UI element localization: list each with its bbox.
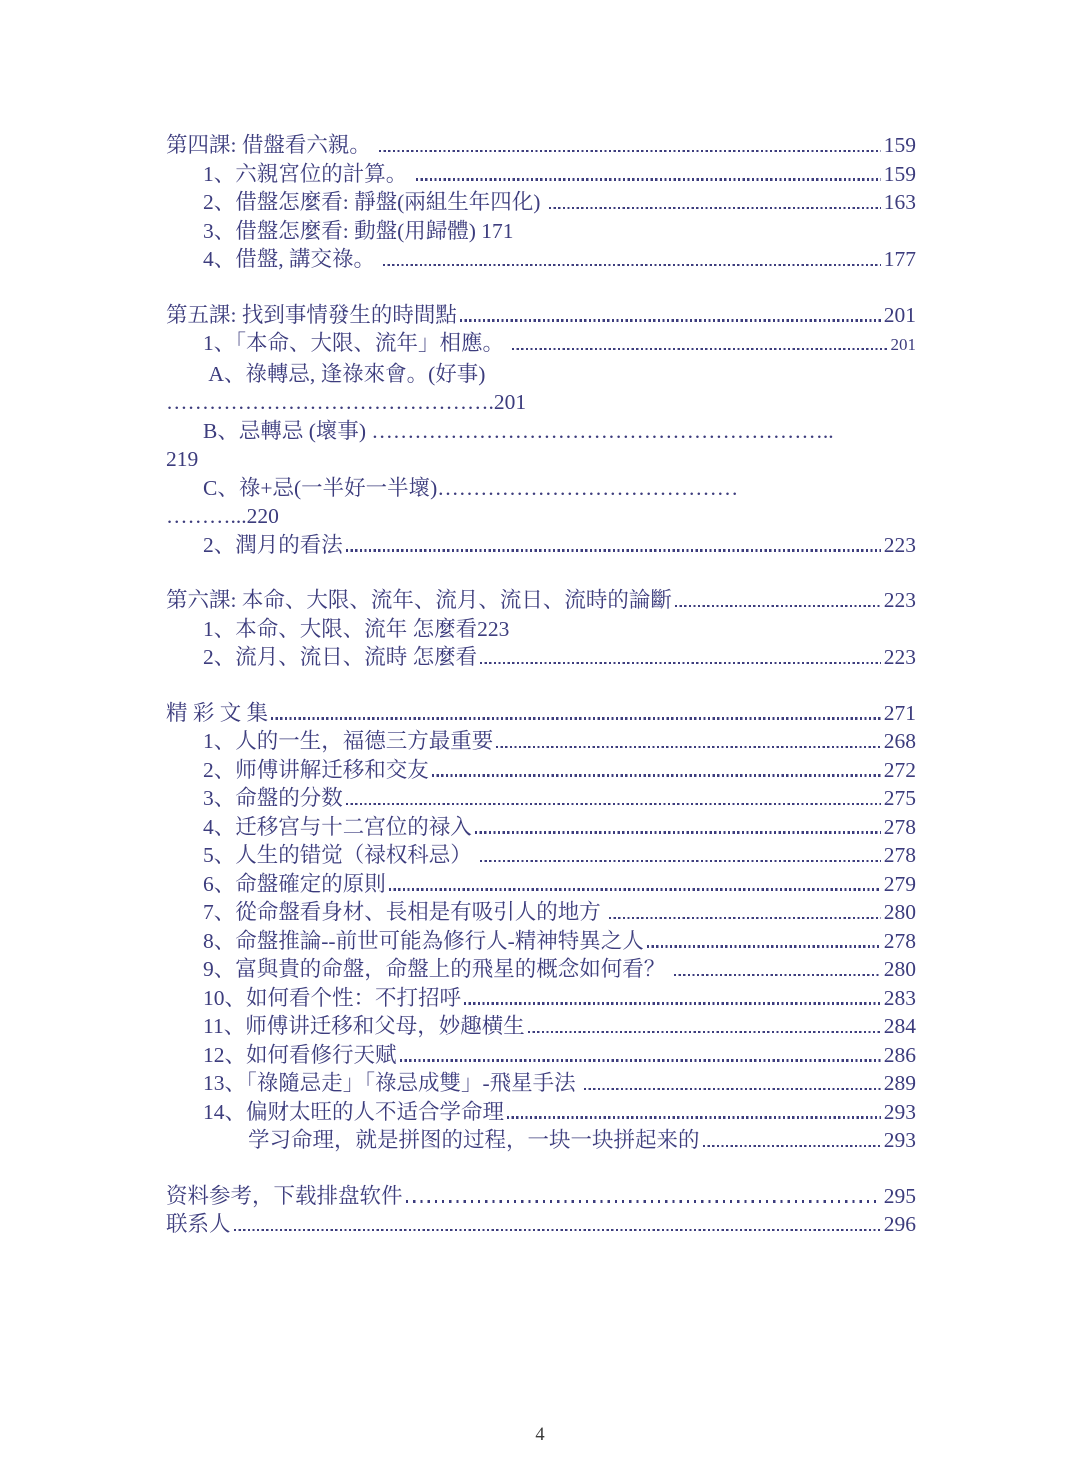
toc-page-number: 223 [883,588,916,612]
toc-entry [166,586,916,615]
toc-dot-leader [512,348,887,350]
toc-page-number: 159 [883,161,916,186]
toc-entry-text: 精 彩 文 集 [166,700,269,725]
toc-entry-text: 4、借盤, 講交祿。 [203,247,381,271]
toc-page-number: 293 [883,1128,916,1152]
toc-dot-leader [480,662,881,664]
toc-dot-leader [383,264,880,266]
toc-entry [166,245,916,274]
toc-entry-text: 4、迁移宫与十二宫位的禄入 [203,814,472,839]
toc-entry-text: 第六課: 本命、大限、流年、流月、流日、流時的論斷 [166,588,672,612]
toc-dot-leader [528,1031,881,1033]
toc-page-number: 159 [883,133,916,157]
toc-entry [166,131,916,160]
toc-entry [166,531,916,560]
toc-entry-text: 第四課: 借盤看六親。 [166,133,377,157]
toc-entry [166,217,916,246]
toc-page-number: 286 [883,1042,916,1067]
toc-page-number: 223 [883,532,916,557]
toc-entry [166,615,916,644]
toc-page-number: 201 [883,302,916,327]
toc-dot-leader [475,831,881,833]
toc-entry [166,1098,916,1127]
toc-dot-leader [496,746,880,748]
toc-page-number: 177 [883,247,916,271]
toc-entry-text: 2、潤月的看法 [203,532,343,557]
toc-entry [166,388,916,417]
toc-page-number: 296 [883,1212,916,1236]
toc-entry [166,1069,916,1098]
toc-entry [166,474,916,503]
toc-entry-text: 1、本命、大限、流年 怎麼看223 [203,616,510,641]
toc-entry-text: 7、從命盤看身材、長相是有吸引人的地方 [203,900,607,924]
toc-entry [166,643,916,672]
toc-dot-leader [379,150,881,152]
toc-entry [166,417,916,446]
toc-entry [166,841,916,870]
toc-dot-leader [464,1002,881,1004]
toc-entry-text: 联系人 [166,1212,231,1236]
toc-entry-text: 11、师傅讲迁移和父母，妙趣横生 [203,1014,525,1038]
toc-entry-text: 1、人的一生，福德三方最重要 [203,729,494,753]
toc-dot-leader [675,605,881,607]
toc-entry [166,955,916,984]
toc-page-number: 278 [883,843,916,867]
toc-entry [166,1126,916,1155]
toc-dot-leader [507,1116,881,1118]
toc-entry-text: 13、「祿隨忌走」「祿忌成雙」-飛星手法 [203,1071,582,1095]
toc-page-number: 275 [883,786,916,810]
toc-page-number: 283 [883,985,916,1010]
toc-page-number: 163 [883,190,916,214]
toc-entry [166,927,916,956]
toc-entry [166,784,916,813]
toc-entry-text: 学习命理，就是拼图的过程，一块一块拼起来的 [248,1128,700,1152]
toc-dot-leader [432,774,881,776]
toc-dot-leader [234,1229,881,1231]
toc-entry [166,984,916,1013]
toc-entry-text: 6、命盤確定的原則 [203,871,386,896]
toc-entry-text: C、祿+忌(一半好一半壞)…………………………………… [203,475,739,500]
toc-page-number: 280 [883,957,916,981]
toc-page-number: 201 [890,335,916,354]
toc-entry-text: 5、人生的错觉（禄权科忌） [203,843,478,867]
toc-entry [166,898,916,927]
toc-entry-text: 2、借盤怎麼看: 靜盤(兩組生年四化) [203,190,546,214]
page-number: 4 [535,1425,545,1445]
toc-dot-leader [609,917,881,919]
toc-entry-text: 219 [166,447,199,471]
toc-entry-text: 3、命盤的分数 [203,786,343,810]
toc-entry-text: 1、六親宮位的計算。 [203,161,413,186]
toc-entry [166,188,916,217]
toc-entry-text: B、忌轉忌 (壞事) ……………………………………………………….. [203,418,834,443]
toc-dot-leader [271,717,881,719]
toc-entry-text: 1、「本命、大限、流年」相應。 [203,331,510,355]
toc-page-number: 293 [883,1099,916,1124]
toc-entry-text: 10、如何看个性：不打招呼 [203,985,462,1010]
toc-page-number: 271 [883,700,916,725]
toc-entry [166,445,916,474]
toc-dot-leader [703,1145,881,1147]
toc-dot-leader [647,945,881,947]
toc-entry [166,1041,916,1070]
toc-dot-leader [480,860,881,862]
toc-page-number: 272 [883,757,916,782]
toc-entry-text: 第五課: 找到事情發生的時間點 [166,302,457,327]
toc-entry [166,1182,916,1211]
toc-entry-text: ………...220 [166,504,279,528]
toc-entry [166,813,916,842]
toc-entry [166,1210,916,1239]
toc-dot-leader [416,178,881,180]
toc-dot-leader [584,1088,881,1090]
toc-entry-text: 2、流月、流日、流時 怎麼看 [203,645,478,669]
toc-entry [166,870,916,899]
toc-dot-leader [400,1059,881,1061]
toc-dot-leader [346,549,881,551]
toc-entry-text: 14、偏财太旺的人不适合学命理 [203,1099,505,1124]
toc-dot-leader [389,888,881,890]
toc-page-number: 280 [883,900,916,924]
toc-entry-text: 12、如何看修行天赋 [203,1042,397,1067]
toc-page-number: 284 [883,1014,916,1038]
toc-dot-leader [549,207,881,209]
toc-page-number: 268 [883,729,916,753]
table-of-contents [166,131,916,1239]
toc-page-number: 279 [883,871,916,896]
toc-page-number: 295 [883,1183,916,1208]
toc-entry-text: ……………………………………….201 [166,390,527,414]
toc-entry [166,301,916,330]
toc-entry-text: 3、借盤怎麼看: 動盤(用歸體) 171 [203,218,514,243]
toc-entry-text: 8、命盤推論--前世可能為修行人-精神特異之人 [203,928,644,953]
toc-page-number: 289 [883,1071,916,1095]
toc-entry-text: 2、师傅讲解迁移和交友 [203,757,429,782]
toc-page-number: 278 [883,814,916,839]
toc-dot-leader [674,974,881,976]
toc-entry [166,1012,916,1041]
toc-page-number: 278 [883,928,916,953]
toc-dot-leader [460,319,881,321]
toc-entry [166,329,916,360]
toc-entry-text: A、祿轉忌, 逢祿來會。(好事) [203,361,486,386]
toc-dot-leader [346,803,881,805]
page-footer [0,1425,1080,1446]
toc-entry [166,699,916,728]
toc-entry [166,502,916,531]
toc-entry [166,727,916,756]
toc-entry [166,160,916,189]
toc-dot-leader [406,1200,881,1202]
toc-entry-text: 资料参考，下载排盘软件 [166,1183,403,1208]
toc-entry [166,360,916,389]
toc-entry [166,756,916,785]
toc-entry-text: 9、富與貴的命盤，命盤上的飛星的概念如何看？ [203,957,671,981]
toc-page-number: 223 [883,645,916,669]
